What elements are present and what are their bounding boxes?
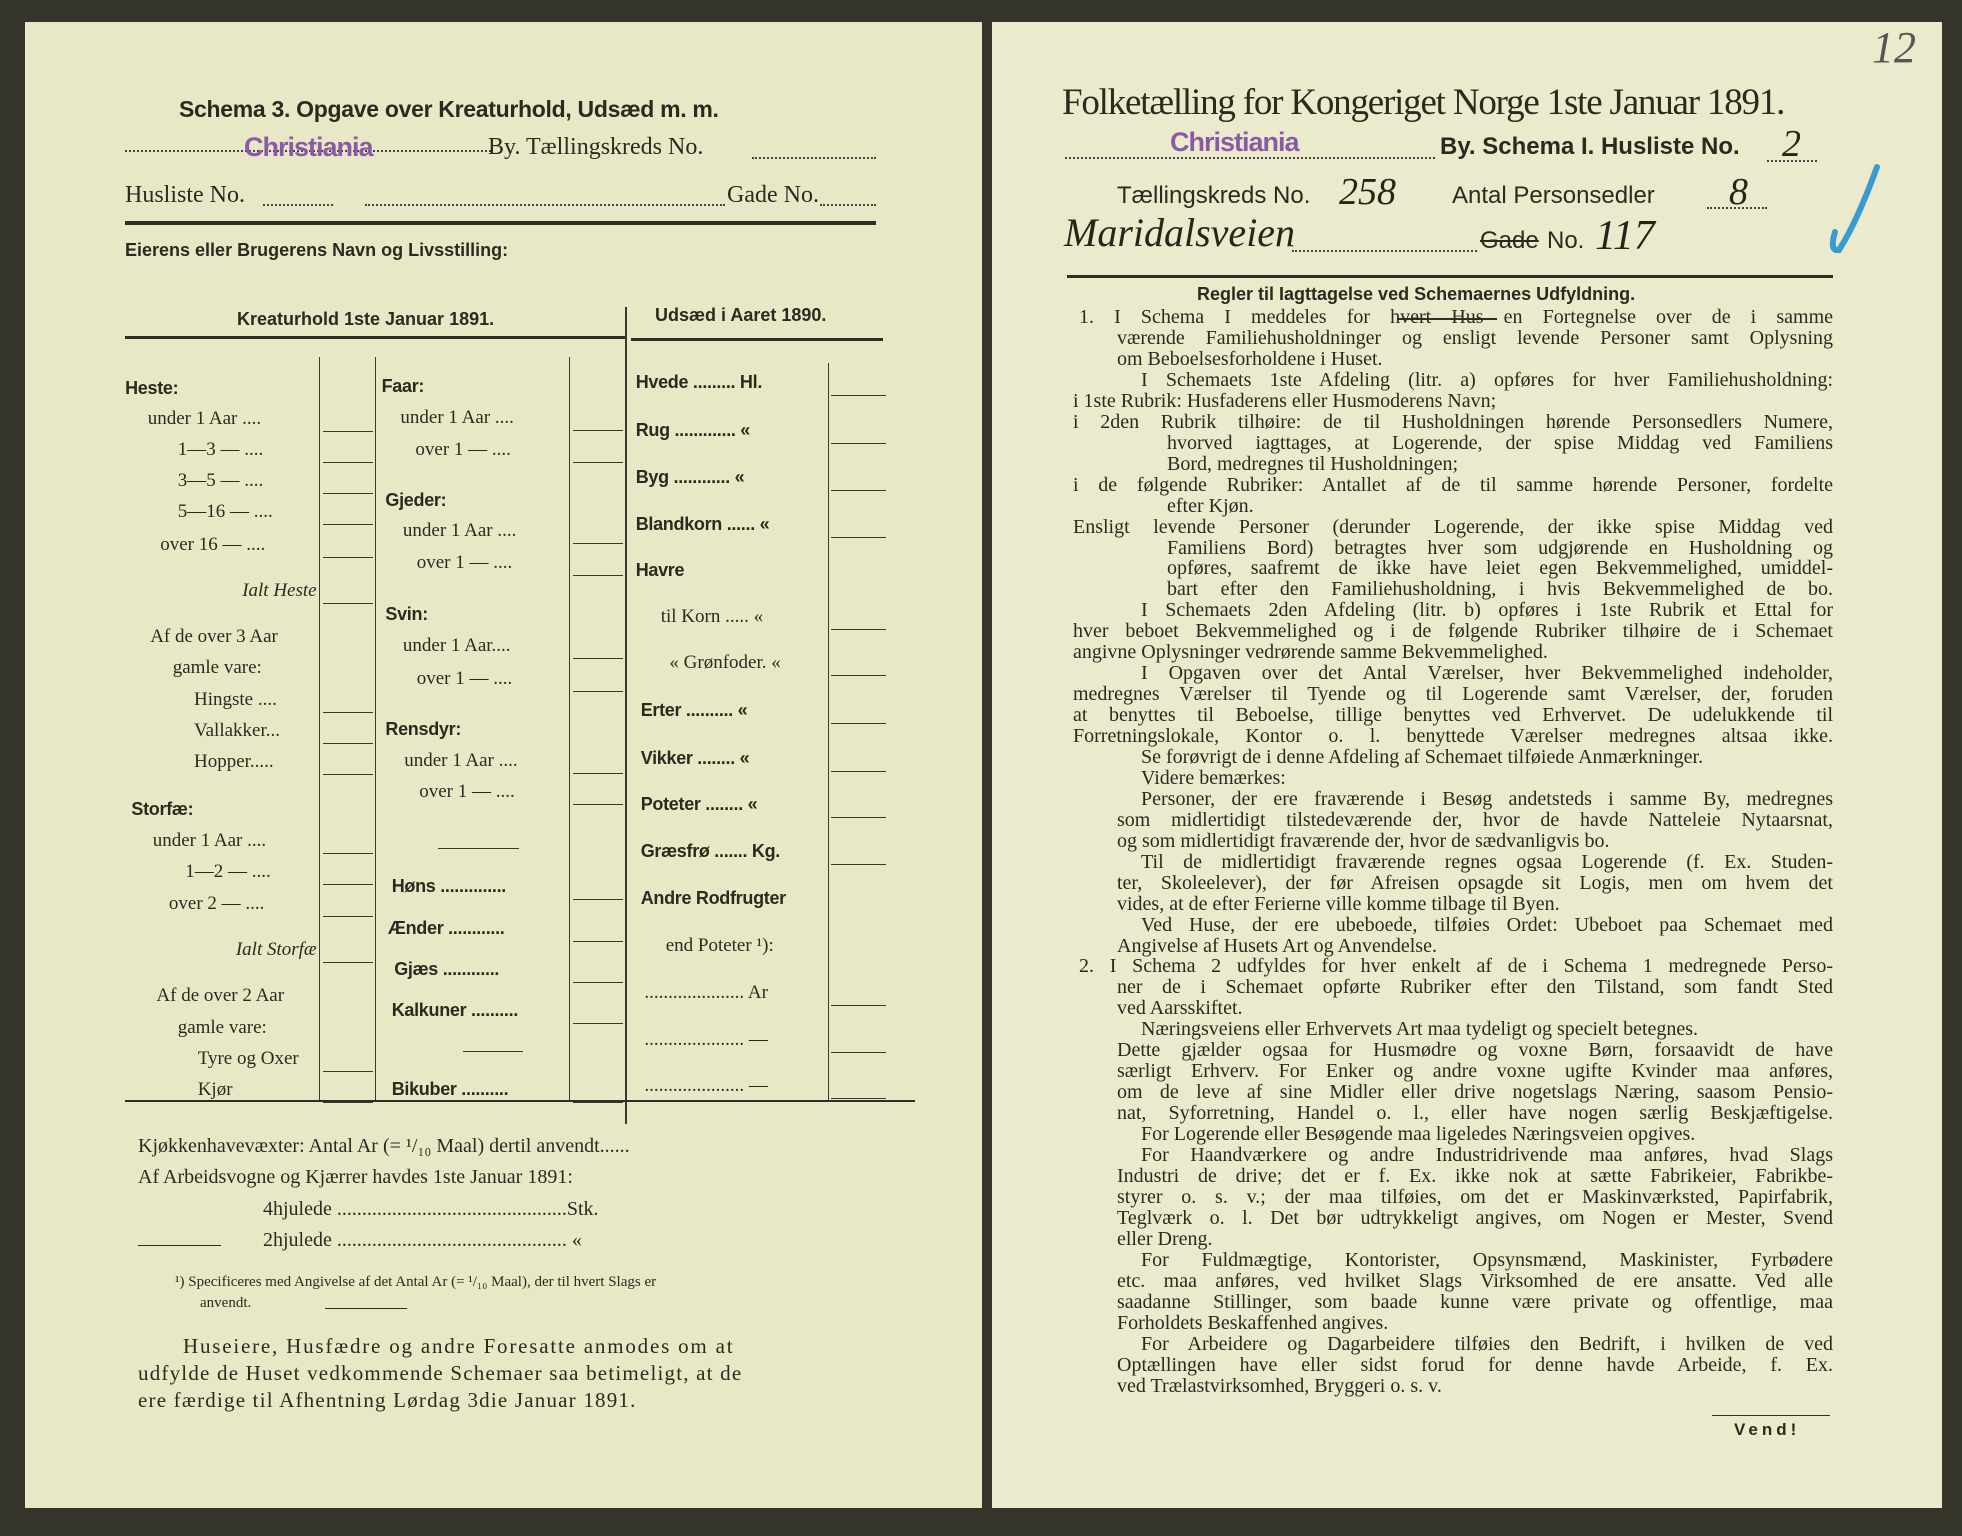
blue-check-mark-icon — [1827, 162, 1887, 262]
value-box-line — [831, 817, 886, 818]
street-field — [1292, 250, 1477, 252]
notice-line-2: udfylde de Huset vedkommende Schemaer saa betimeligt, at de — [138, 1361, 743, 1385]
column-divider — [375, 357, 376, 1102]
rules-text-line: ved Trælastvirksomhed, Bryggeri o. s. v. — [1117, 1374, 1442, 1397]
value-box-line — [831, 537, 886, 538]
table-row-label: over 2 — .... — [168, 892, 265, 914]
table-row-label: gamle vare: — [172, 657, 262, 679]
value-box-line — [831, 771, 886, 772]
husliste-number: 2 — [1782, 123, 1801, 165]
value-box-line — [323, 712, 373, 713]
rules-text-line: Familiens Bord) betragtes hver som udgjørende en Husholdning og — [1167, 536, 1833, 559]
value-box-line — [831, 629, 886, 630]
vend-rule — [1712, 1415, 1830, 1416]
table-row-label: Tyre og Oxer — [197, 1047, 299, 1069]
rules-text-line: værende Familiehusholdninger og ensligt levende Personer samt Oplysning — [1117, 326, 1833, 349]
table-row-label: Faar: — [381, 375, 425, 396]
table-row-label: Gjæs ............ — [394, 959, 500, 979]
rules-text-line: Industri de drive; det er f. Ex. ikke nok at sætte Fabrikeier, Fabrikbe- — [1117, 1164, 1833, 1187]
rules-text-line: medregnes Værelser til Tyende og til Logerende samt Værelser, der, foruden — [1073, 683, 1833, 706]
table-row-label: Bikuber .......... — [391, 1079, 509, 1100]
rules-text-line: Teglværk o. l. Det bør udtrykkeligt angives, om Nogen er Mester, Svend — [1117, 1206, 1833, 1229]
street-name: Maridalsveien — [1064, 210, 1296, 255]
table-rule — [125, 336, 625, 339]
rules-text-line: Dette gjælder ogsaa for Husmødre og voxne Børn, forsaavidt de have — [1117, 1039, 1833, 1062]
husliste-label: Husliste No. — [125, 182, 245, 208]
rules-text-line: 1. I Schema I meddeles for hvert Hus en Fortegnelse over de i samme — [1079, 306, 1833, 328]
by-kreds-label: By. Tællingskreds No. — [488, 134, 704, 160]
table-row-label: under 1 Aar .... — [400, 407, 514, 429]
value-box-line — [323, 916, 373, 917]
gade-struck-label: Gade — [1480, 227, 1539, 254]
rules-text-line: nat, Syforretning, Handel o. l., eller have nogen særlig Beskjæftigelse. — [1117, 1102, 1833, 1125]
table-row-label: end Poteter ¹): — [665, 935, 774, 957]
column-divider — [569, 357, 570, 1102]
table-row-label: Poteter ........ « — [640, 793, 758, 814]
value-box-line — [831, 723, 886, 724]
value-box-line — [323, 1071, 373, 1072]
rules-text-line: Næringsveiens eller Erhvervets Art maa tydeligt og specielt betegnes. — [1141, 1018, 1699, 1041]
rules-text-line: styrer o. s. v.; der maa tilføies, om det er Maskinværksted, Papirfabrik, — [1117, 1185, 1833, 1208]
rules-text-line: etc. maa anføres, ved hvilket Slags Virksomhed de ere ansatte. Ved alle — [1117, 1269, 1833, 1292]
rules-text-line: Ved Huse, der ere ubeboede, tilføies Ordet: Ubeboet paa Schemaet med — [1141, 913, 1833, 936]
table-row-label: Byg ............ « — [635, 467, 745, 488]
persons-number: 8 — [1729, 171, 1748, 213]
table-row-label: Græsfrø ....... Kg. — [640, 841, 781, 862]
rules-text-line: I Schemaets 1ste Afdeling (litr. a) opføres for hver Familiehusholdning: — [1141, 368, 1833, 391]
two-wheel-line: 2hjulede .............................................. « — [263, 1229, 582, 1251]
value-box-line — [573, 982, 623, 983]
rules-text-line: Se forøvrigt de i denne Afdeling af Schemaet tilføiede Anmærkninger. — [1141, 746, 1704, 768]
christiania-stamp: Christiania — [244, 132, 373, 162]
rules-text-line: vides, at de efter Ferierne ville komme tilbage til Byen. — [1117, 892, 1560, 915]
owner-label: Eierens eller Brugerens Navn og Livsstilling: — [125, 240, 509, 260]
table-row-label: Rug ............. « — [635, 419, 751, 440]
table-row-label: Ænder ............ — [387, 917, 505, 938]
table-row-label: under 1 Aar .... — [147, 408, 262, 430]
value-box-line — [573, 899, 623, 900]
table-row-label: Heste: — [125, 378, 179, 399]
footnote-line-2: anvendt. — [200, 1295, 252, 1311]
value-box-line — [573, 941, 623, 942]
value-box-line — [323, 524, 373, 525]
persons-field — [1707, 207, 1767, 209]
value-box-line — [573, 430, 623, 431]
left-page-schema-3 — [25, 22, 982, 1508]
table-row-label: over 1 — .... — [416, 667, 513, 689]
vend-label: Vend! — [1734, 1420, 1801, 1439]
section-divider — [625, 307, 627, 1124]
rules-text-line: saadanne Stillinger, som baade kunne være private og offentlige, maa — [1117, 1290, 1833, 1313]
table-row-label: ..................... — — [644, 1075, 768, 1097]
kitchen-garden-line: Kjøkkenhavevæxter: Antal Ar (= ¹/₁₀ Maal) dertil anvendt...... — [138, 1135, 630, 1157]
value-box-line — [831, 490, 886, 491]
table-row-label: over 1 — .... — [419, 781, 515, 803]
table-row-label: ..................... — — [644, 1029, 768, 1051]
table-row-label: Erter .......... « — [640, 700, 748, 720]
value-box-line — [573, 1102, 623, 1103]
value-box-line — [573, 1023, 623, 1024]
rules-text-line: Angivelse af Husets Art og Anvendelse. — [1117, 934, 1437, 957]
rules-text-line: og som midlertidigt fraværende der, hvor de sædvanligvis bo. — [1117, 829, 1610, 852]
rules-text-line: I Schemaets 2den Afdeling (litr. b) opføres i 1ste Rubrik et Ettal for — [1141, 599, 1833, 622]
table-row-label: Gjeder: — [385, 489, 447, 510]
husliste-field — [263, 204, 333, 206]
no-label: No. — [1547, 227, 1585, 254]
rules-text-line: som midlertidigt tilstedeværende der, hvor de havde Natteleie Nytaarsnat, — [1117, 808, 1833, 831]
rules-text-line: ner de i Schemaet opførte Rubriker efter den Tilstand, som fandt Sted — [1117, 976, 1833, 999]
four-wheel-line: 4hjulede ..............................................Stk. — [263, 1198, 599, 1220]
column-divider — [319, 357, 320, 1102]
table-row-label: ..................... Ar — [644, 981, 768, 1003]
kreds-number: 258 — [1339, 171, 1396, 213]
value-box-line — [831, 395, 886, 396]
table-row-label: Svin: — [385, 603, 428, 624]
value-box-line — [573, 804, 623, 805]
rules-text-line: Ensligt levende Personer (derunder Logerende, der ikke spise Middag ved — [1073, 515, 1833, 538]
rules-text-line: 2. I Schema 2 udfyldes for hver enkelt af de i Schema 1 medregnede Perso- — [1079, 955, 1833, 978]
rules-text-line: Til de midlertidigt fraværende regnes ogsaa Logerende (f. Ex. Studen- — [1141, 850, 1833, 873]
rules-text-line: For Fuldmægtige, Kontorister, Opsynsmænd, Maskinister, Fyrbødere — [1141, 1248, 1833, 1271]
table-row-label: over 1 — .... — [416, 552, 513, 574]
husliste-field — [1767, 160, 1817, 162]
wagons-line: Af Arbeidsvogne og Kjærrer havdes 1ste Januar 1891: — [138, 1166, 573, 1188]
value-box-line — [323, 431, 373, 432]
table-row-label: Rensdyr: — [385, 718, 462, 739]
table-row-label: Kalkuner .......... — [391, 1000, 519, 1021]
value-box-line — [323, 557, 373, 558]
table-row-label: under 1 Aar .... — [402, 519, 517, 541]
value-box-line — [323, 1102, 373, 1103]
table-row-label: under 1 Aar.... — [402, 634, 511, 656]
table-row-label: Af de over 3 Aar — [150, 626, 278, 648]
rules-text-line: Videre bemærkes: — [1141, 766, 1286, 789]
rules-text-line: ter, Skoleelever), der før Afreisen opsagde sit Logis, men om hvem det — [1117, 871, 1833, 894]
table-row-label: Hvede ......... Hl. — [635, 372, 763, 393]
value-box-line — [323, 493, 373, 494]
header-rule — [125, 221, 876, 225]
rules-text-line: om de leve af sine Midler eller drive nogetslags Næring, saasom Pensio- — [1117, 1081, 1833, 1104]
table-bottom-rule — [125, 1100, 915, 1102]
table-rule-seed — [631, 338, 883, 341]
table-row-label: Vallakker... — [194, 720, 281, 741]
footnote-rule — [138, 1245, 221, 1246]
table-row-label: 1—2 — .... — [185, 861, 271, 883]
table-row-label: Ialt Heste — [242, 579, 317, 601]
rules-text-line: i 1ste Rubrik: Husfaderens eller Husmoderens Navn; — [1073, 389, 1497, 412]
rules-text-line: særligt Erhverv. For Enker og andre voxne ugifte Kvinder maa anføres, — [1117, 1060, 1833, 1083]
value-box-line — [573, 462, 623, 463]
table-row-label: Hopper..... — [194, 751, 274, 773]
value-box-line — [323, 462, 373, 463]
table-row-label: under 1 Aar .... — [404, 750, 518, 771]
value-box-line — [831, 675, 886, 676]
rules-text-line: Forholdets Beskaffenhed angives. — [1117, 1311, 1389, 1334]
rules-title: Regler til Iagttagelse ved Schemaernes Udfyldning. — [1197, 284, 1636, 304]
value-box-line — [573, 575, 623, 576]
table-row-label: Andre Rodfrugter — [640, 887, 786, 908]
rules-text-line: Optællingen have eller sidst forud for denne havde Arbeide, f. Ex. — [1117, 1353, 1833, 1376]
value-box-line — [323, 603, 373, 604]
value-box-line — [831, 864, 886, 865]
persons-label: Antal Personsedler — [1452, 182, 1655, 209]
value-box-line — [573, 773, 623, 774]
table-row-label: Høns .............. — [391, 876, 507, 897]
value-box-line — [831, 1052, 886, 1053]
value-box-line — [573, 658, 623, 659]
rules-text-line: i de følgende Rubriker: Antallet af de til samme hørende Personer, fordelte — [1073, 473, 1833, 496]
column-divider — [828, 363, 829, 1101]
rules-text-line: For Arbeidere og Dagarbeidere tilføies den Bedrift, i hvilken de ved — [1141, 1332, 1833, 1355]
livestock-header: Kreaturhold 1ste Januar 1891. — [237, 309, 495, 329]
value-box-line — [323, 884, 373, 885]
gade-label: Gade No. — [727, 182, 819, 208]
table-row-label: Af de over 2 Aar — [156, 985, 285, 1007]
rules-text-line: Bord, medregnes til Husholdningen; — [1167, 452, 1459, 475]
rules-text-line: efter Kjøn. — [1167, 494, 1254, 517]
rules-text-line: hvorved iagttages, at Logerende, der spise Middag ved Familiens — [1167, 431, 1833, 454]
kreds-label: Tællingskreds No. — [1117, 182, 1311, 209]
street-field — [365, 204, 725, 206]
table-row-label: over 16 — .... — [160, 533, 266, 555]
separator-line — [438, 848, 519, 849]
table-row-label: Havre — [635, 559, 685, 580]
rules-text-line: Forretningslokale, Kontor o. l. benyttede Værelser medregnes altsaa ikke. — [1073, 725, 1833, 747]
table-row-label: under 1 Aar .... — [152, 830, 267, 852]
value-box-line — [323, 774, 373, 775]
table-row-label: 1—3 — .... — [177, 438, 264, 460]
notice-line-1: Huseiere, Husfædre og andre Foresatte anmodes om at — [183, 1334, 735, 1358]
value-box-line — [323, 962, 373, 963]
table-row-label: Hingste .... — [194, 688, 277, 710]
schema-husliste-label: By. Schema I. Husliste No. — [1440, 133, 1740, 160]
rules-text-line: opføres, saafremt de ikke have leiet egen Bekvemmelighed, umiddel- — [1167, 557, 1833, 580]
rules-text-line: bart efter den Familiehusholdning, i hvis Bekvemmelighed de bo. — [1167, 578, 1833, 601]
table-row-label: 3—5 — .... — [177, 469, 264, 491]
table-row-label: Ialt Storfæ — [235, 939, 317, 960]
table-row-label: Blandkorn ...... « — [635, 513, 770, 534]
rules-text-line: Personer, der ere fraværende i Besøg andetsteds i samme By, medregnes — [1141, 787, 1833, 810]
rules-text-line: om Beboelsesforholdene i Huset. — [1117, 347, 1383, 370]
schema-3-title: Schema 3. Opgave over Kreaturhold, Udsæd m. m. — [179, 96, 719, 122]
notice-rule — [325, 1308, 407, 1309]
notice-line-3: ere færdige til Afhentning Lørdag 3die Januar 1891. — [138, 1388, 637, 1412]
census-title: Folketælling for Kongeriget Norge 1ste Januar 1891. — [1062, 82, 1785, 123]
seed-header: Udsæd i Aaret 1890. — [655, 305, 827, 325]
rules-text-line: i 2den Rubrik tilhøire: de til Husholdningen hørende Personsedlers Numere, — [1073, 410, 1833, 433]
table-row-label: Kjør — [197, 1079, 233, 1101]
table-row-label: Storfæ: — [131, 798, 194, 819]
footnote-line-1: ¹) Specificeres med Angivelse af det Antal Ar (= ¹/₁₀ Maal), der til hvert Slags er — [175, 1274, 657, 1290]
value-box-line — [323, 853, 373, 854]
christiania-stamp: Christiania — [1170, 127, 1299, 157]
value-box-line — [573, 543, 623, 544]
table-row-label: gamle vare: — [177, 1016, 267, 1038]
header-rule — [1067, 275, 1833, 278]
right-page-schema-1 — [992, 22, 1942, 1508]
rules-text-line: For Haandværkere og andre Industridrivende maa anføres, hvad Slags — [1141, 1144, 1833, 1166]
rules-text-line: I Opgaven over det Antal Værelser, hver Bekvemmelighed indeholder, — [1141, 662, 1833, 685]
rules-text-line: hver beboet Bekvemmelighed og i de følgende Rubriker tilhøire de i Schemaet — [1073, 620, 1833, 643]
rules-text-line: ved Aarsskiftet. — [1117, 997, 1243, 1020]
table-row-label: Vikker ........ « — [640, 747, 750, 768]
table-row-label: « Grønfoder. « — [669, 652, 781, 674]
table-row-label: til Korn ..... « — [660, 606, 764, 628]
rules-text-line: angivne Oplysninger vedrørende samme Bekvemmelighed. — [1073, 641, 1548, 664]
rules-text-line: eller Dreng. — [1117, 1227, 1213, 1250]
rules-text-line: at benyttes til Beboelse, tillige benyttes ved Erhvervet. De udelukkende til — [1073, 704, 1833, 726]
table-row-label: 5—16 — .... — [177, 501, 273, 522]
house-number: 117 — [1595, 213, 1655, 259]
rules-text-line: For Logerende eller Besøgende maa ligeledes Næringsveien opgives. — [1141, 1123, 1696, 1145]
table-row-label: over 1 — .... — [415, 438, 511, 460]
page-number: 12 — [1872, 23, 1916, 72]
value-box-line — [831, 443, 886, 444]
value-box-line — [323, 743, 373, 744]
gade-field — [820, 204, 876, 206]
kreds-field — [752, 157, 876, 159]
separator-line — [463, 1051, 523, 1052]
value-box-line — [573, 691, 623, 692]
value-box-line — [831, 1005, 886, 1006]
